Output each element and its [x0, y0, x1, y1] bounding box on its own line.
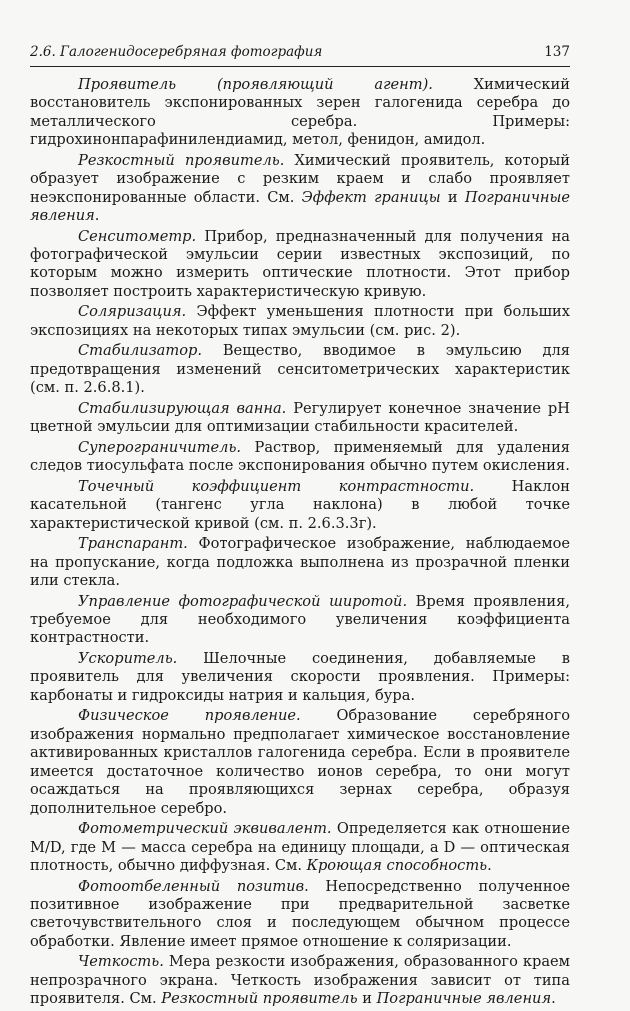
entry-term: Фотоотбеленный позитив. — [78, 877, 309, 895]
glossary-entry — [30, 400, 570, 437]
cross-reference[interactable]: Кроющая способность — [306, 856, 488, 874]
glossary-entry — [30, 439, 570, 476]
entry-text: Регулирует конечное значение pH цветной эмульсии для оптимизации стабильности красителей. — [30, 399, 570, 436]
entry-term: Сенситометр. — [78, 227, 197, 245]
entry-term: Стабилизатор. — [78, 342, 202, 360]
entry-text: Шелочные соединения, добавляемые в проявитель для увеличения скорости проявления. Примеры: карбонаты и гидроксиды натрия и кальция, бура. — [30, 650, 570, 704]
cross-reference[interactable]: Эффект границы — [301, 188, 441, 206]
entry-text: Время проявления, требуемое для необходимого увеличения коэффициента контрастности. — [30, 592, 570, 647]
glossary-entry — [30, 820, 570, 875]
section-title: 2.6. Галогенидосеребряная фотография — [30, 44, 323, 60]
entry-text: Химический проявитель, который образует изображение с резким краем и слабо проявляет неэкспонированные области. См. — [30, 151, 571, 206]
entry-end: . — [487, 856, 492, 874]
entry-term: Резкостный проявитель. — [78, 151, 285, 169]
glossary-entry — [30, 303, 570, 340]
entry-term: Управление фотографической широтой. — [78, 592, 408, 610]
entry-text: Вещество, вводимое в эмульсию для предотвращения изменений сенситометрических характеристик (см. п. 2.6.8.1). — [30, 342, 571, 397]
entry-term: Транспарант. — [78, 535, 188, 553]
entry-text: Определяется как отношение M/D, где M — масса серебра на единицу площади, а D — оптическая плотность, обычно диффузная. См. — [30, 820, 570, 874]
glossary-entry — [30, 478, 570, 533]
entry-term: Проявитель (проявляющий агент). — [78, 76, 433, 93]
glossary-entry — [30, 342, 570, 397]
cross-reference[interactable]: Пограничные явления — [30, 188, 571, 225]
page-number: 137 — [544, 44, 570, 60]
entry-text: Образование серебряного изображения нормально предполагает химическое восстановление активированных кристаллов галогенида серебра. Если в проявителе имеется достаточное количество ионов серебра, то они могут осаждаться на проявляющихся зернах серебра, образуя дополнительное серебро. — [30, 707, 570, 817]
glossary-entry — [30, 707, 570, 817]
glossary-entry — [30, 228, 570, 302]
entry-text: Химический восстановитель экспонированных зерен галогенида серебра до металлического серебра. Примеры: гидрохинонпарафинилендиамид, метол, фенидон, амидол. — [30, 76, 571, 149]
glossary-entry — [30, 152, 570, 226]
glossary-entry — [30, 535, 570, 590]
entry-term: Суперограничитель. — [78, 438, 242, 456]
glossary-entry — [30, 76, 570, 150]
conjunction: и — [362, 990, 372, 1008]
glossary-entry — [30, 953, 570, 1008]
cross-reference[interactable]: Резкостный проявитель — [161, 990, 358, 1008]
running-header — [30, 44, 570, 66]
entry-text: Прибор, предназначенный для получения на фотографической эмульсии серии известных экспозиций, по которым можно измерить оптические плотности. Этот прибор позволяет построить характеристическую кривую. — [30, 227, 570, 300]
entry-term: Фотометрический эквивалент. — [78, 820, 332, 838]
entry-text: Раствор, применяемый для удаления следов тиосульфата после экспонирования обычно путем окисления. — [30, 438, 570, 475]
entry-term: Стабилизирующая ванна. — [78, 399, 287, 417]
glossary-entry — [30, 650, 570, 705]
entry-text: Наклон касательной (тангенс угла наклона) в любой точке характеристической кривой (см. п. 2.6.3.3г). — [30, 477, 570, 532]
header-rule — [30, 66, 570, 67]
conjunction: и — [447, 188, 458, 206]
entry-term: Четкость. — [78, 953, 164, 971]
cross-reference[interactable]: Пограничные явления — [376, 990, 552, 1008]
entry-end: . — [94, 207, 100, 225]
entry-term: Физическое проявление. — [78, 707, 301, 725]
entry-term: Соляризация. — [78, 303, 187, 321]
entry-text: Фотографическое изображение, наблюдаемое на пропускание, когда подложка выполнена из прозрачной пленки или стекла. — [30, 535, 571, 590]
entry-end: . — [551, 990, 556, 1008]
glossary-entry — [30, 593, 570, 648]
entry-term: Точечный коэффициент контрастности. — [78, 477, 475, 495]
entry-text: Эффект уменьшения плотности при больших экспозициях на некоторых типах эмульсии (см. рис. 2). — [30, 303, 570, 339]
entry-term: Ускоритель. — [78, 650, 178, 668]
glossary-body — [30, 76, 570, 1011]
entry-text: Мера резкости изображения, образованного краем непрозрачного экрана. Четкость изображения зависит от типа проявителя. См. — [30, 953, 571, 1008]
entry-text: Непосредственно полученное позитивное изображение при предварительной засветке светочувствительного слоя и последующем обычном процессе обработки. Явление имеет прямое отношение к соляризации. — [30, 877, 570, 950]
glossary-entry — [30, 878, 570, 952]
